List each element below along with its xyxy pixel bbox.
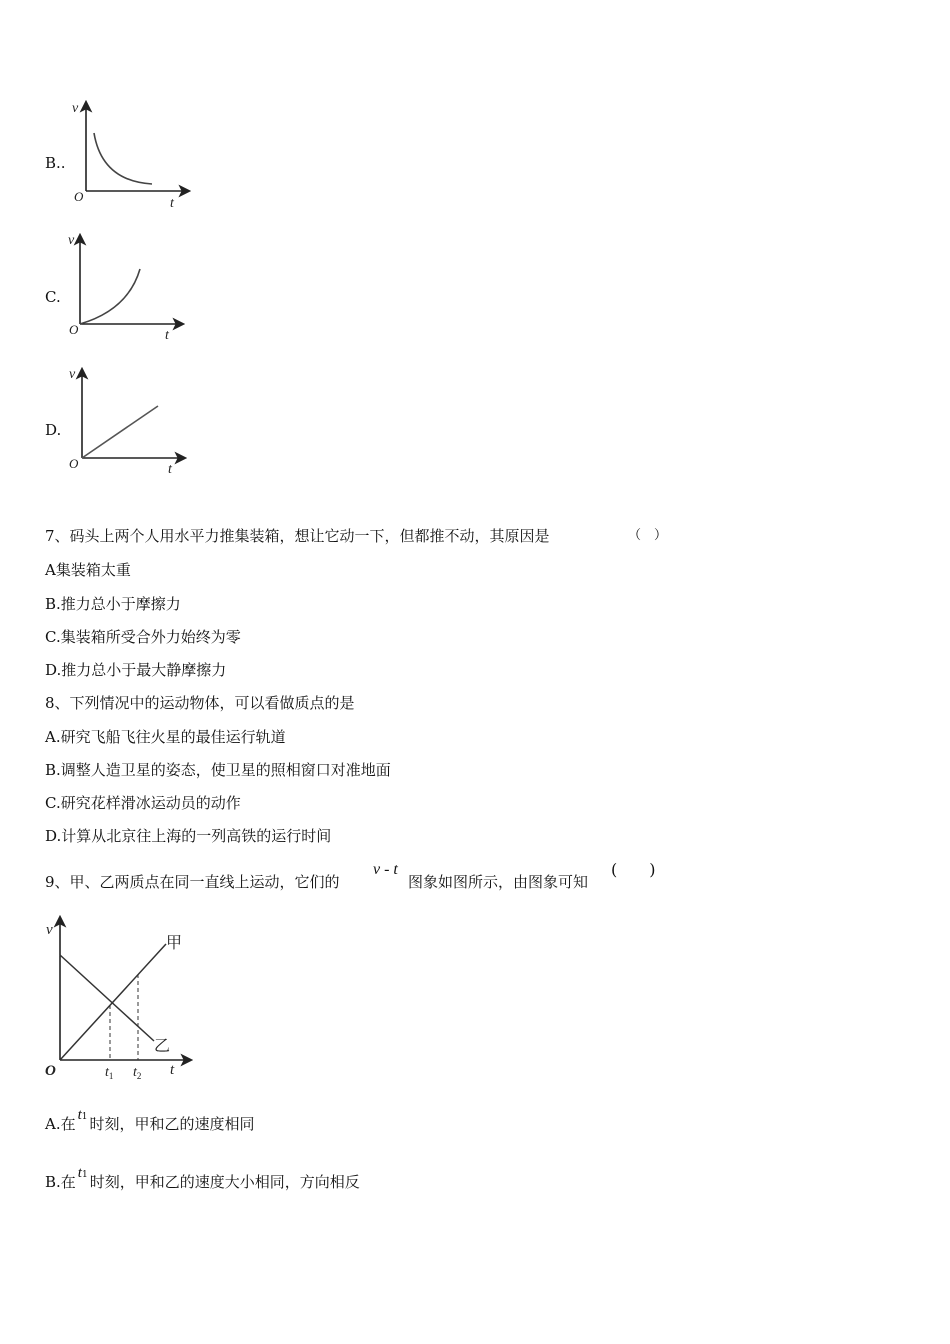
axis-v-label: v [69,367,76,382]
option-c-graph [58,228,188,348]
q8-option-a: A.研究飞船飞往火星的最佳运行轨道 [45,728,286,746]
axis-t-label: t [168,462,172,477]
q9-option-b [45,1165,360,1194]
q8-option-d: D.计算从北京往上海的一列高铁的运行时间 [45,827,332,845]
q7-option-d: D.推力总小于最大静摩擦力 [45,661,227,679]
q9-vt-graph [42,910,202,1080]
q7-option-b: B.推力总小于摩擦力 [45,595,181,613]
tick-t2-label: $t_2$ [133,1065,142,1081]
velocity-curve [80,269,140,324]
q9-option-b-text: 时刻，甲和乙的速度大小相同，方向相反 [89,1173,360,1191]
option-c-label: C. [45,288,61,306]
q8-option-b: B.调整人造卫星的姿态，使卫星的照相窗口对准地面 [45,761,391,779]
q9-option-a-prefix: A.在 [45,1115,76,1133]
q8-option-c: C.研究花样滑冰运动员的动作 [45,794,241,812]
q9-answer-bracket: ( ) [611,860,656,879]
axis-t-label: t [170,196,174,211]
velocity-line [82,406,158,458]
option-b-graph [62,95,192,215]
axis-v-label: v [72,101,79,116]
velocity-curve [94,133,152,184]
q9-option-a [45,1107,255,1136]
q9-option-b-var: t1 [77,1165,88,1181]
origin-label: O [69,322,79,337]
q9-option-a-text: 时刻，甲和乙的速度相同 [89,1115,255,1133]
origin-label: O [45,1063,56,1079]
option-b-label: B.. [45,154,66,172]
axis-t-label: t [170,1062,175,1078]
series-yi-label: 乙 [154,1036,171,1055]
origin-label: O [74,189,84,204]
axis-t-label: t [165,328,169,343]
q9-formula: v - t [373,861,398,878]
tick-t1-label: $t_1$ [105,1065,114,1081]
origin-label: O [69,456,79,471]
q7-option-a: A集装箱太重 [45,561,131,579]
q9-stem-before: 9、甲、乙两质点在同一直线上运动，它们的 [45,873,340,891]
q7-stem: 7、码头上两个人用水平力推集装箱，想让它动一下，但都推不动，其原因是 [45,527,550,545]
q7-answer-bracket: （ ） [628,528,668,543]
q9-option-a-var: t1 [77,1107,88,1123]
q9-option-b-prefix: B.在 [45,1173,76,1191]
series-jia-line [60,944,166,1060]
option-d-label: D. [45,421,62,439]
q9-stem-after: 图象如图所示，由图象可知 [408,873,589,891]
q8-stem: 8、下列情况中的运动物体，可以看做质点的是 [45,694,355,712]
axis-v-label: v [68,233,75,248]
option-d-graph [60,362,190,482]
series-yi-line [60,955,154,1041]
q7-option-c: C.集装箱所受合外力始终为零 [45,628,241,646]
axis-v-label: v [46,922,53,938]
series-jia-label: 甲 [166,933,183,952]
